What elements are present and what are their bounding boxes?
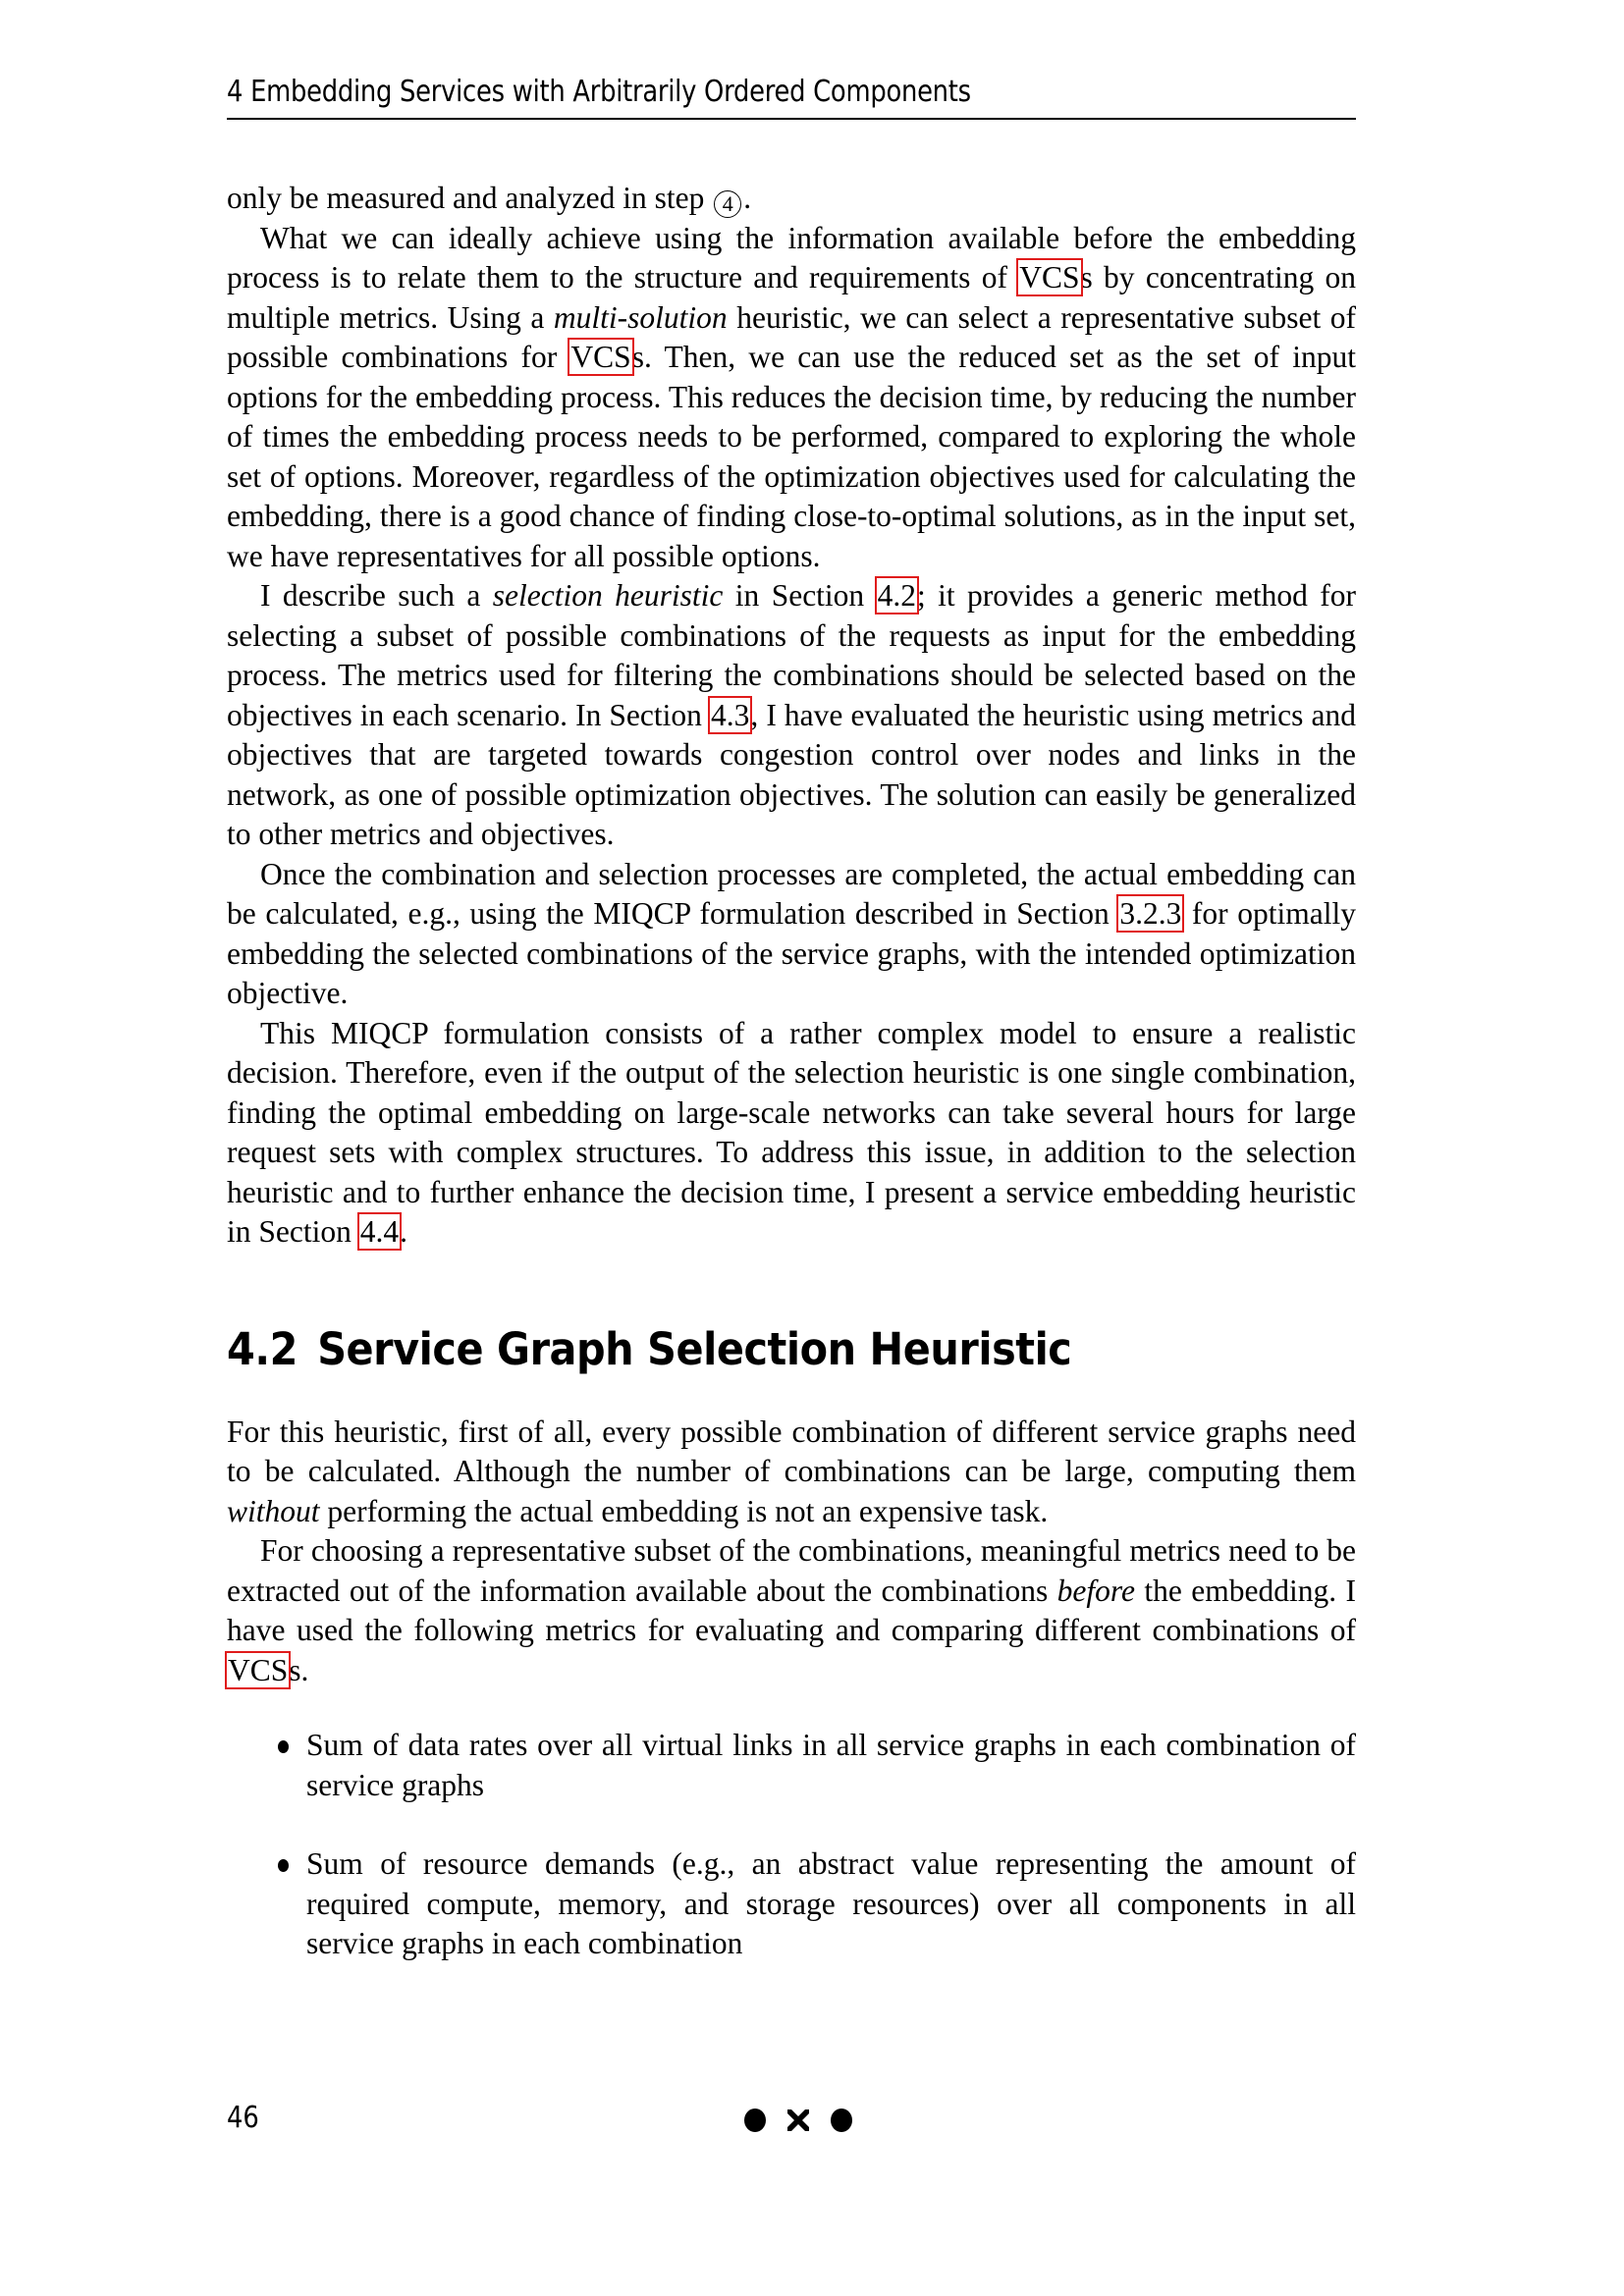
paragraph: For choosing a representative subset of the combinations, meaningful metrics need to be extracted out of the information available about the combinations before the embedding. I have used the following metrics for evaluating and comparing different combinations of VCSs.	[227, 1533, 1356, 1687]
paragraph: This MIQCP formulation consists of a rather complex model to ensure a realistic decision. Therefore, even if the output of the selection heuristic is one single combination, finding the optimal embedding on large-scale networks can take several hours for large request sets with complex structures. To address this issue, in addition to the selection heuristic and to further enhance the decision time, I present a service embedding heuristic in Section 4.4.	[227, 1015, 1356, 1249]
header-rule	[227, 118, 1356, 120]
circled-step-marker: 4	[714, 190, 741, 218]
paragraph-continuation: only be measured and analyzed in step 4 .	[227, 181, 752, 216]
section-link-4-4[interactable]: 4.4	[359, 1214, 400, 1249]
section-link-4-2[interactable]: 4.2	[877, 578, 916, 613]
paragraph: What we can ideally achieve using the information available before the embedding process is to relate them to the structure and requirements of VCSs by concentrating on multiple metrics. Using a multi-solution heuristic, we can select a representative subset of possible combinations for VCSs. Then, we can use the reduced set as the set of input options for the embedding process. This reduces the decision time, by reducing the number of times the embedding process needs to be performed, compared to exploring the whole set of options. Moreover, regardless of the optimization objectives used for calculating the embedding, there is a good chance of finding close-to-optimal solutions, as in the input set, we have representatives for all possible options.	[227, 220, 1357, 573]
section-link-4-3[interactable]: 4.3	[710, 697, 750, 732]
running-header: 4 Embedding Services with Arbitrarily Ordered Components	[227, 75, 971, 109]
section-link-3-2-3[interactable]: 3.2.3	[1119, 896, 1182, 931]
section-title: Service Graph Selection Heuristic	[317, 1322, 1072, 1375]
paragraph: Once the combination and selection processes are completed, the actual embedding can be calculated, e.g., using the MIQCP formulation described in Section 3.2.3 for optimally embedding the selected combinations of the service graphs, with the intended optimization objective.	[227, 856, 1356, 1010]
list-item: Sum of data rates over all virtual links in all service graphs in each combination of service graphs	[227, 1726, 1356, 1805]
university-logo-icon	[744, 2107, 852, 2134]
section-number: 4.2	[227, 1322, 298, 1375]
list-item: Sum of resource demands (e.g., an abstract value representing the amount of required compute, memory, and storage resources) over all components in all service graphs in each combination	[227, 1844, 1356, 1964]
bullet-icon	[278, 1740, 289, 1753]
glossary-link-vcs[interactable]: VCS	[1019, 260, 1080, 294]
metrics-list	[227, 1726, 1356, 1964]
paragraph: I describe such a selection heuristic in Section 4.2; it provides a generic method for selecting a subset of possible combinations of the requests as input for the embedding process. The metrics used for filtering the combinations should be selected based on the objectives in each scenario. In Section 4.3, I have evaluated the heuristic using metrics and objectives that are targeted towards congestion control over nodes and links in the network, as one of possible optimization objectives. The solution can easily be generalized to other metrics and objectives.	[227, 578, 1357, 851]
glossary-link-vcs[interactable]: VCS	[228, 1652, 289, 1687]
page-body	[227, 179, 1356, 2003]
bullet-icon	[278, 1859, 289, 1872]
paragraph: For this heuristic, first of all, every possible combination of different service graphs need to be calculated. Although the number of combinations can be large, computing them without performing the actual embedding is not an expensive task.	[227, 1414, 1356, 1528]
glossary-link-vcs[interactable]: VCS	[570, 340, 631, 374]
page-number: 46	[227, 2101, 259, 2135]
section-heading	[227, 1324, 1266, 1375]
